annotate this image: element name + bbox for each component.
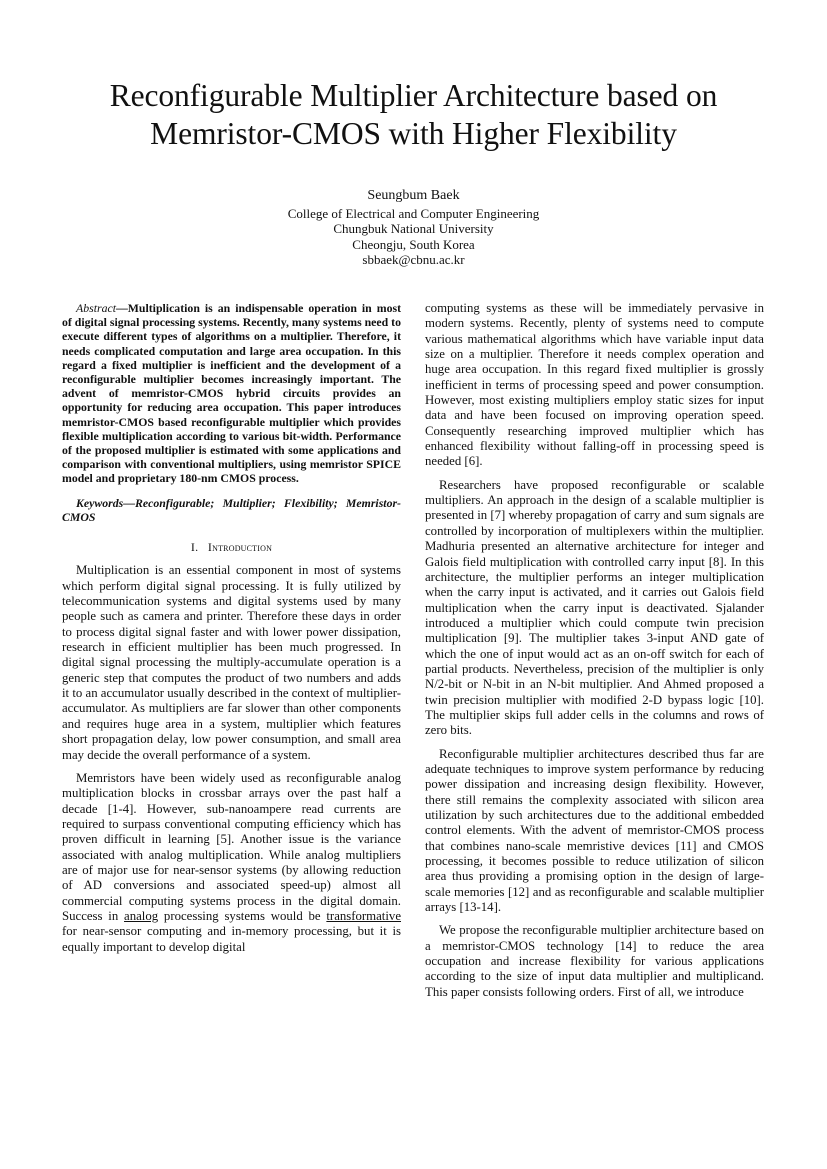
paragraph-intro-2 [62,771,401,955]
paragraph-right-3: Reconfigurable multiplier architectures described thus far are adequate techniques to improve system performance by reducing power dissipation and increasing design flexibility. However, there still remains the complexity associated with silicon area utilization by such architectures due to the additional embedded control elements. With the advent of memristor-CMOS process that combines nano-scale memristive devices [11] and CMOS processing, it becomes possible to reduce utilization of silicon area thus providing a promising option in the design of large-scale memories [12] and as reconfigurable and scalable multiplier arrays [13-14]. [425,746,764,915]
paragraph-right-1: computing systems as these will be immediately pervasive in modern systems. Recently, plenty of systems need to compute various mathematical algorithms which have variable input data size on a multiplier. Therefore it needs complex operation and huge area occupation. In this regard fixed multiplier is grossly inefficient in terms of processing speed and power consumption. However, most existing multipliers employ static sizes for input data and have been focused on improving operation speed. Consequently researching improved multiplier which has enhanced flexibility without falling-off in processing speed is needed [6]. [425,301,764,469]
right-column [425,301,764,1000]
paragraph-intro-2-part-c: for near-sensor computing and in-memory processing, but it is equally important to develop digital [62,924,401,954]
paragraph-intro-1: Multiplication is an essential component in most of systems which perform digital signal processing. It is fully utilized by telecommunication systems and digital systems used by many people such as camera and printer. Therefore these days in order to process digital signal faster and with lower power dissipation, research in efficient multiplier has been much progressed. In digital signal processing the multiply-accumulate operation is a generic step that computes the product of two numbers and adds it to an accumulator usually described in the context of multiplier-accumulator. As multipliers are far slower than other components and requires huge area in a system, multiplier which features short propagation delay, low power consumption, and small area may decide the overall performance of a system. [62,563,401,762]
author-block [200,188,627,268]
author-name: Seungbum Baek [367,188,460,203]
author-email: sbbaek@cbnu.ac.kr [362,252,465,267]
keywords: Keywords—Reconfigurable; Multiplier; Flexibility; Memristor-CMOS [62,495,401,524]
underlined-word-analog: analog [124,908,159,923]
keywords-text: Reconfigurable; Multiplier; Flexibility; Memristor-CMOS [62,495,401,524]
underlined-word-transformative: transformative [326,908,401,923]
paragraph-intro-2-part-b: processing systems would be [158,908,327,923]
abstract: Abstract—Multiplication is an indispensable operation in most of digital signal processing systems. Recently, many systems need to execute different types of algorithms on a multiplier. Therefore, it needs complicated computation and large area occupation. In this regard a fixed multiplier is inefficient and the development of a reconfigurable multiplier becomes increasingly important. The advent of memristor-CMOS hybrid circuits provides an opportunity for reducing area occupation. This paper introduces memristor-CMOS based reconfigurable multiplier which provides flexible multiplication according to various bit-width. Performance of the proposed multiplier is estimated with some applications and comparison with conventional multipliers, using memristor SPICE model and proprietary 180-nm CMOS process. [62,301,401,486]
paragraph-right-4: We propose the reconfigurable multiplier architecture based on a memristor-CMOS technology [14] to reduce the area occupation and increase flexibility for various applications according to the size of input data multiplier and multiplicand. This paper consists following orders. First of all, we introduce [425,923,764,999]
keywords-label: Keywords [76,495,124,510]
paragraph-intro-2-part-a: Memristors have been widely used as reconfigurable analog multiplication blocks in crossbar arrays over the past half a decade [1-4]. However, sub-nanoampere read currents are required to surpass conventional computing efficiency which has proven difficult in learning [5]. Another issue is the variance associated with analog multiplication. While analog multipliers are of major use for near-sensor systems (by allowing reduction of AD conversions and associated speed-up) almost all commercial computing systems process in the digital domain. Success in [62,770,401,923]
author-affiliation-college: College of Electrical and Computer Engineering [287,205,540,221]
abstract-label: Abstract [76,301,116,315]
author-affiliation-university: Chungbuk National University [333,221,494,236]
left-column [62,301,401,955]
author-location: Cheongju, South Korea [352,236,475,252]
abstract-text: Multiplication is an indispensable operation in most of digital signal processing systems. Recently, many systems need to execute different types of algorithms on a multiplier. Therefore, it needs complicated computation and large area occupation. In this regard a fixed multiplier is inefficient and the development of a reconfigurable multiplier becomes increasingly important. The advent of memristor-CMOS hybrid circuits provides an opportunity for reducing area occupation. This paper introduces memristor-CMOS based reconfigurable multiplier which provides flexible multiplication according to various bit-width. Performance of the proposed multiplier is estimated with some applications and comparison with conventional multipliers, using memristor SPICE model and proprietary 180-nm CMOS process. [62,301,401,486]
section-number: I. [190,540,199,555]
section-title: Introduction [207,540,273,555]
paper-title: Reconfigurable Multiplier Architecture based on Memristor-CMOS with Higher Flexibility [109,78,718,151]
section-heading-introduction [62,540,401,555]
paragraph-right-2: Researchers have proposed reconfigurable or scalable multipliers. An approach in the design of a scalable multiplier is presented in [7] whereby propagation of carry and sum signals are controlled by incorporation of multiplexers within the multiplier. Madhuria presented an alternative architecture for integer and Galois field multiplication with controlled carry input [8]. In this architecture, the multiplier performs an integer multiplication when the carry input is activated, and it carries out Galois field multiplication when the carry input is deactivated. Sjalander introduced a multiplier which could compute twin precision multiplication [9]. The multiplier takes 3-input AND gate of which the one of input would act as an on-off switch for each of partial products. Nevertheless, precision of the multiplier is only N/2-bit or N-bit in an N-bit multiplier. And Ahmed proposed a twin precision multiplier with modified 2-D bypass logic [10]. The multiplier skips full adder cells in the columns and rows of zero bits. [425,477,764,738]
